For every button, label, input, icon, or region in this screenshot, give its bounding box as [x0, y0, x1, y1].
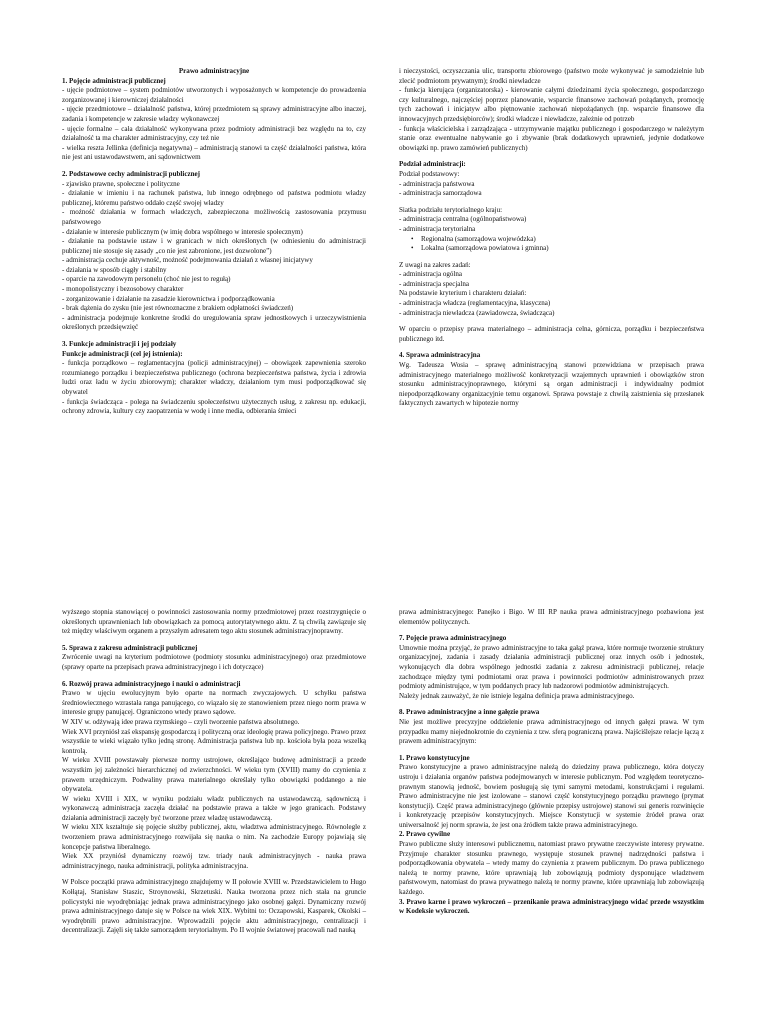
paragraph: prawa administracyjnego: Panejko i Bigo. W III RP nauka prawa administracyjnego pozbawiona jest elementów politycznych. — [399, 608, 704, 626]
paragraph: - działanie w imieniu i na rachunek państwa, lub innego odrębnego od państwa podmiotu władzy publicznej, któremu państwo oddało część swojej władzy — [62, 189, 366, 207]
section-heading: 1. Pojęcie administracji publicznej — [62, 76, 166, 85]
paragraph: - funkcja właścicielska i zarządzająca - utrzymywanie majątku publicznego i gospodarczego w należytym stanie oraz ewentualne nabywanie go i zbywanie (brak dodatkowych uprawnień, jedynie dodatkowe obowiązki np. prawo zamówień publicznych) — [399, 124, 704, 152]
page-1-right-column — [399, 67, 704, 409]
paragraph: - ujęcie formalne – cała działalność wykonywana przez podmioty administracji bez względu na to, czy działalność ta ma charakter administracyjny, czy też nie — [62, 124, 366, 143]
paragraph: - administracja specjalna — [399, 279, 470, 288]
paragraph-gap — [399, 254, 704, 261]
paragraph-gap — [62, 637, 366, 644]
paragraph-gap — [399, 199, 704, 206]
bullet-item: • Lokalna (samorządowa powiatowa i gminna) — [399, 244, 704, 254]
document-page-1 — [0, 0, 768, 500]
paragraph: - administracja samorządowa — [399, 189, 482, 198]
paragraph: Prawo w ujęciu ewolucyjnym było oparte na normach zwyczajowych. U schyłku państwa średniowiecznego wzrastała ranga panującego, co wiązało się ze stanowieniem przez niego norm prawa w interesie grupy panującej. Ograniczono wtedy prawo sądowe. — [62, 689, 366, 717]
section-heading: 4. Sprawa administracyjna — [399, 351, 481, 360]
paragraph: - funkcja kierująca (organizatorska) - kierowanie całymi dziedzinami życia społecznego, gospodarczego czy kulturalnego, najczęściej poprzez planowanie, wsparcie finansowe zachowań pożądanych, promocję tych zachowań i inicjatyw albo piętnowanie zachowań niepożądanych (np. wsparcie finansowe dla innowacyjnych przedsiębiorców); środki władcze i niewładcze, zależnie od potrzeb — [399, 86, 704, 123]
paragraph: - administracja terytorialna — [399, 224, 476, 233]
paragraph: - oparcie na zawodowym personelu (choć nie jest to regułą) — [62, 275, 231, 284]
page-1-right-body — [399, 67, 704, 409]
paragraph: - działanie w interesie publicznym (w imię dobra wspólnego w interesie społecznym) — [62, 227, 303, 236]
section-heading: 1. Prawo konstytucyjne — [399, 753, 470, 762]
paragraph: - administracja podejmuje konkretne środki do uregulowania spraw jednostkowych i urzeczywistnienia określonych przedsięwzięć — [62, 313, 366, 332]
paragraph-gap — [399, 153, 704, 160]
paragraph: W wieku XVIII i XIX, w wyniku podziału władz publicznych na ustawodawczą, sądowniczą i wykonawczą administracja zaczęła działać na podstawie prawa a także w jego granicach. Podstawy działania administracji zaczęły być tworzone przez władzę ustawodawczą. — [62, 794, 366, 822]
paragraph: Wiek XX przyniósł dynamiczny rozwój tzw. triady nauk administracyjnych - nauka prawa administracyjnego, nauka administracji, polityka administracyjna. — [62, 852, 366, 870]
section-heading: 5. Sprawa z zakresu administracji publicznej — [62, 643, 198, 652]
paragraph: - ujęcie przedmiotowe – działalność państwa, której przedmiotem są sprawy administracyjne albo inaczej, zadania i kompetencje w zakresie władzy wykonawczej — [62, 105, 366, 123]
page-1-left-body — [62, 77, 366, 417]
paragraph: - brak dążenia do zysku (nie jest równoznaczne z brakiem odpłatności świadczeń) — [62, 304, 294, 313]
paragraph: Zwrócenie uwagi na kryterium podmiotowe (podmioty stosunku administracyjnego) oraz przedmiotowe (sprawy oparte na przepisach prawa administracyjnego i ich dotyczące) — [62, 653, 366, 671]
paragraph: W Polsce początki prawa administracyjnego znajdujemy w II połowie XVIII w. Przedstawicielem to Hugo Kołłątaj, Stanisław Staszic, Stroynowski, Skrzetuski. Nauka tworzona przez nich stała na gruncie policystyki nie wyodrębniając jednak prawa administracyjnego jako osobnej gałęzi. Dynamiczny rozwój prawa administracyjnego datuje się w Polsce na wiek XIX. Wybitni to: Oczapowski, Kasparek, Okolski – wyodrębnili prawo administracyjne. Wprowadzili pojęcie aktu administracyjnego, centralizacji i decentralizacji. Zajęli się także samorządem terytorialnym. Po II wojnie światowej pracowali nad nauką — [62, 878, 366, 935]
section-heading: 3. Prawo karne i prawo wykroczeń – przenikanie prawa administracyjnego widać przede wszystkim w Kodeksie wykroczeń. — [399, 897, 704, 916]
paragraph: Wiek XVI przyniósł zaś ekspansję gospodarczą i polityczną oraz ideologię prawa policyjnego. Prawo przez wszystkie te wieki wiązało tylko jedną stronę. Administracja państwa lub np. kościoła była poza wszelką kontrolą. — [62, 727, 366, 755]
page-2-left-column — [62, 608, 366, 936]
section-heading: 8. Prawo administracyjne a inne gałęzie prawa — [399, 708, 540, 717]
paragraph: - monopolistyczny i bezosobowy charakter — [62, 285, 184, 294]
paragraph: W wieku XVIII powstawały pierwsze normy ustrojowe, określające budowę administracji a przede wszystkim jej zależności hierarchicznej od zwierzchności. W wieku tym (XVIII) mamy do czynienia z prawem urzędniczym. Podwaliny prawa materialnego określały tylko obowiązki poddanego a nie obywatela. — [62, 756, 366, 794]
paragraph: Wg. Tadeusza Wosia – sprawę administracyjną stanowi przewidziana w przepisach prawa administracyjnego materialnego możliwość konkretyzacji wzajemnych uprawnień i obowiązków stron stosunku administracyjnoprawnego, którymi są organ administracji i indywidualny podmiot niepodporządkowany organizacyjnie temu organowi. Sprawa powstaje z chwilą zaistnienia się przesłanek faktycznych zawartych w hipotezie normy — [399, 361, 704, 408]
paragraph: - administracja państwowa — [399, 179, 475, 188]
paragraph-gap — [62, 871, 366, 878]
section-heading: Funkcje administracji (cel jej istnienia): — [62, 349, 183, 358]
paragraph: Siatka podziału terytorialnego kraju: — [399, 205, 503, 214]
paragraph: Prawo publiczne służy interesowi publicznemu, natomiast prawo prywatne rzeczywiste interesy prywatne. Przyjmuje charakter stosunku prawnego, występuje stosunek prawnej nadrzędności państwa i podporządkowania obywatela – wtedy mamy do czynienia z prawem publicznym. Do prawa publicznego należą te normy prawne, które uprawniają lub zobowiązują podmioty dysponujące władztwem państwowym, natomiast do prawa prywatnego należą te normy prawne, które uprawniają lub zobowiązują każdego. — [399, 840, 704, 897]
paragraph: wyższego stopnia stanowiącej o powinności zastosowania normy przedmiotowej przez rozstrzygnięcie o określonych uprawnieniach lub obowiązkach za pomocą autorytatywnego aktu. Z tą chwilą zawiązuje się też między właściwym organem a przyszłym adresatem tego aktu stosunek administracyjnoprawny. — [62, 608, 366, 636]
paragraph: - działania w sposób ciągły i stabilny — [62, 265, 167, 274]
paragraph-gap — [399, 701, 704, 708]
paragraph: - działanie na podstawie ustaw i w granicach w nich określonych (w odniesieniu do administracji publicznej nie stosuje się zasady „co nie jest zabronione, jest dozwolone”) — [62, 237, 366, 255]
paragraph: Umownie można przyjąć, że prawo administracyjne to taka gałąź prawa, które normuje tworzenie struktury organizacyjnej, zadania i zasady działania administracji publicznej oraz innych osób i jednostek, wykonujących dla dobra wspólnego jednostki zadania z zakresu administracji publicznej, relacje zachodzące między tymi podmiotami oraz prawa i powinności podmiotów administrowanych przez podmioty administrujące, w tym poddanych pracy lub nadzorowi podmiotów administrujących. — [399, 643, 704, 691]
paragraph: - możność działania w formach władczych, zabezpieczona możliwością zastosowania przymusu państwowego — [62, 208, 366, 226]
section-heading: 2. Prawo cywilne — [399, 830, 451, 839]
section-heading: 3. Funkcje administracji i jej podziały — [62, 340, 177, 349]
paragraph-gap — [399, 627, 704, 634]
page-2-right-body — [399, 608, 704, 917]
paragraph: - administracja władcza (reglamentacyjna, klasyczna) — [399, 299, 551, 308]
paragraph: W XIV w. odżywają idee prawa rzymskiego – czyli tworzenie państwa absolutnego. — [62, 717, 300, 726]
paragraph: - administracja ogólna — [399, 270, 463, 279]
section-heading: 2. Podstawowe cechy administracji publicznej — [62, 169, 200, 178]
paragraph: - ujęcie podmiotowe – system podmiotów utworzonych i wyposażonych w kompetencje do prowadzenia zorganizowanej i kierowniczej działalności — [62, 86, 366, 104]
paragraph: Nie jest możliwe precyzyjne oddzielenie prawa administracyjnego od innych gałęzi prawa. W tym przypadku mamy niejednokrotnie do czynienia z tzw. sferą pograniczną prawa. Najściślejsze relacje łączą z prawem administracyjnym: — [399, 717, 704, 746]
paragraph: W oparciu o przepisy prawa materialnego – administracja celna, górnicza, porządku i bezpieczeństwa publicznego itd. — [399, 325, 704, 343]
paragraph-gap — [62, 333, 366, 340]
page-2-left-body — [62, 608, 366, 936]
paragraph: Należy jednak zauważyć, że nie istnieje legalna definicja prawa administracyjnego. — [399, 691, 635, 700]
section-heading: 6. Rozwój prawa administracyjnego i nauki o administracji — [62, 679, 241, 688]
paragraph-gap — [62, 673, 366, 680]
paragraph: - administracja niewładcza (zawiadowcza, świadcząca) — [399, 308, 555, 317]
page-1-left-column — [62, 67, 366, 417]
bullet-item: • Regionalna (samorządowa wojewódzka) — [399, 235, 704, 245]
paragraph-gap — [399, 344, 704, 351]
paragraph: - funkcja porządkowo – reglamentacyjna (policji administracyjnej) – obowiązek zapewnienia szeroko rozumianego porządku i bezpieczeństwa publicznego (ochrona bezpieczeństwa państwa, życia i zdrowia ludzi oraz ładu w życiu zbiorowym); charakter władczy, działaniom tym musi podporządkować się obywatel — [62, 359, 366, 396]
paragraph: Z uwagi na zakres zadań: — [399, 260, 471, 269]
document-title: Prawo administracyjne — [178, 67, 250, 75]
paragraph: - administracja cechuje aktywność, możność podejmowania działań z własnej inicjatywy — [62, 256, 313, 265]
page-2-right-column — [399, 608, 704, 917]
paragraph: - administracja centralna (ogólnopaństwowa) — [399, 215, 527, 224]
paragraph: - wielka reszta Jellinka (definicja negatywna) – administracją stanowi ta część działalności państwa, która nie jest ani ustawodawstwem, ani sądownictwem — [62, 143, 366, 162]
section-heading: Podział administracji: — [399, 160, 466, 169]
paragraph-gap — [62, 163, 366, 170]
paragraph: Podział podstawowy: — [399, 169, 460, 178]
paragraph-gap — [399, 747, 704, 754]
paragraph: Na podstawie kryterium i charakteru działań: — [399, 289, 527, 298]
paragraph: - zjawisko prawne, społeczne i polityczne — [62, 179, 180, 188]
document-page-2 — [0, 598, 768, 1024]
section-heading: 7. Pojęcie prawa administracyjnego — [399, 634, 507, 643]
paragraph: Prawo konstytucyjne a prawo administracyjne należą do dziedziny prawa publicznego, która dotyczy ustroju i działania organów państwa podejmowanych w interesie publicznym. Pod względem teoretyczno-prawnym stanowią jedność, bowiem posługują się tymi samymi metodami, konstrukcjami i regułami. Prawo administracyjne nie jest izolowane – stanowi część konstytucyjnego porządku prawnego (prymat konstytucji). Część prawa administracyjnego (głównie przepisy ustrojowe) stanowi sui generis rozwinięcie i konkretyzację przepisów konstytucyjnych. Miejsce Konstytucji w systemie źródeł prawa oraz uniwersalność jej norm sprawia, że jest ona źródłem także prawa administracyjnego. — [399, 763, 704, 829]
paragraph: - funkcja świadcząca - polega na świadczeniu społeczeństwu użytecznych usług, z zakresu np. edukacji, ochrony zdrowia, kultury czy zaopatrzenia w wodę i inne media, odbierania śmieci — [62, 397, 366, 416]
paragraph-gap — [399, 318, 704, 325]
paragraph: - zorganizowanie i działanie na zasadzie kierownictwa i podporządkowania — [62, 294, 275, 303]
paragraph: W wieku XIX kształtuje się pojęcie służby publicznej, aktu, władztwa administracyjnego. Równolegle z tworzeniem prawa administracyjnego rozwijała się nauka o nim. Na zachodzie Europy pojawiają się koncepcje państwa liberalnego. — [62, 823, 366, 851]
paragraph: i nieczystości, oczyszczania ulic, transportu zbiorowego (państwo może wykonywać je samodzielnie lub zlecić podmiotom prywatnym); środki niewładcze — [399, 67, 704, 85]
